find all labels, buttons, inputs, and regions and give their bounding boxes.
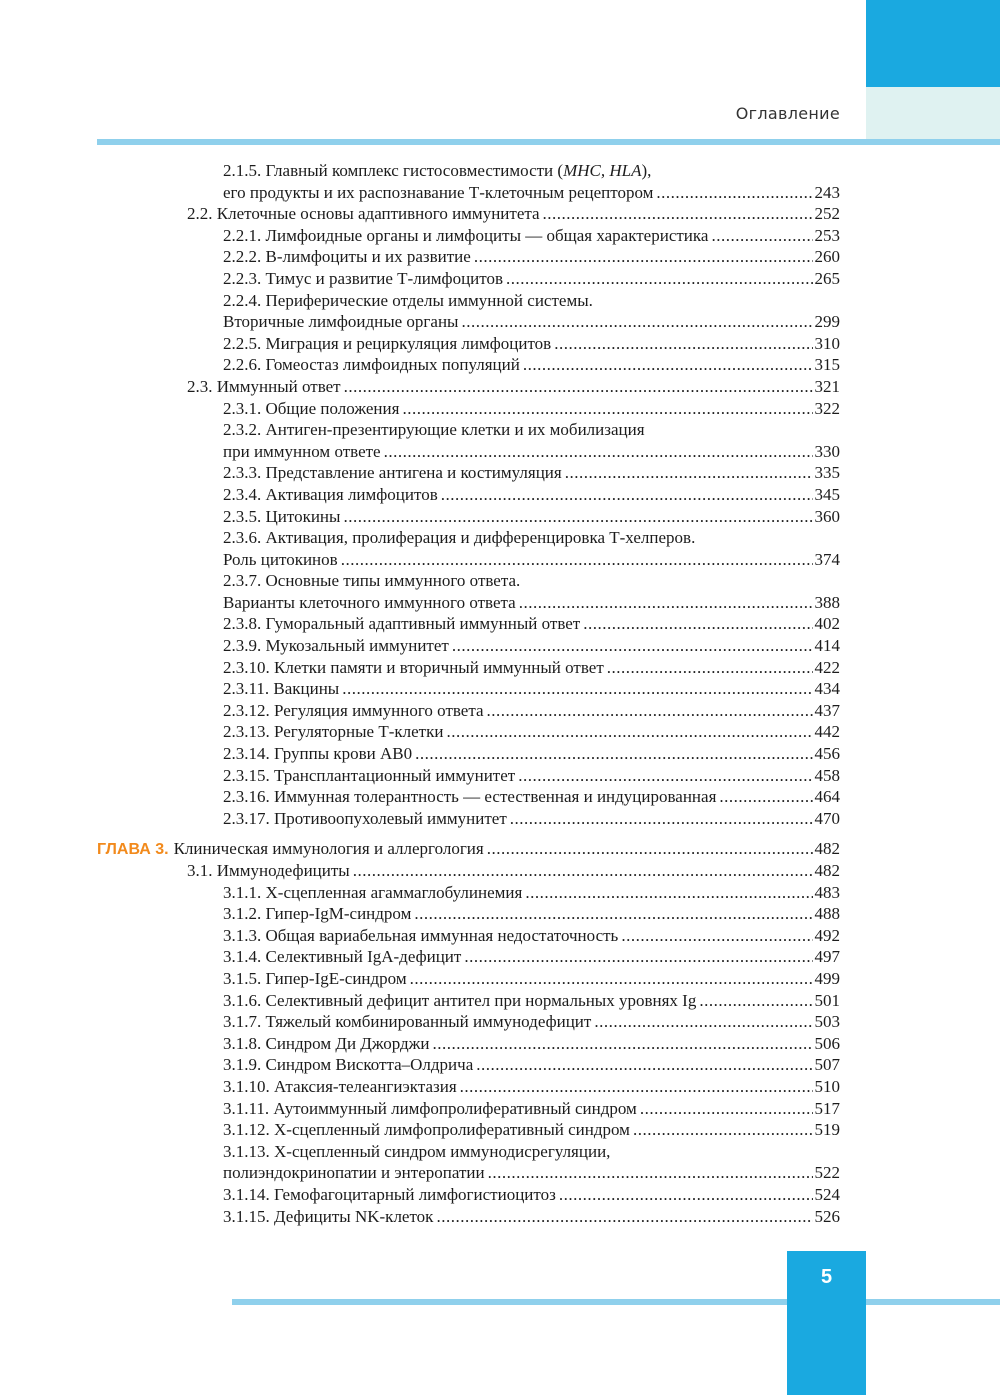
toc-entry-title — [223, 635, 449, 657]
toc-row — [0, 990, 840, 1012]
dot-leader — [410, 968, 813, 990]
toc-entry-title — [223, 657, 604, 679]
toc-entry-title — [223, 570, 520, 592]
toc-entry-title — [223, 419, 645, 441]
toc-entry-text: 2.3.4. Активация лимфоцитов — [223, 484, 438, 504]
chapter-label: ГЛАВА 3. — [97, 841, 169, 859]
toc-row — [0, 1141, 840, 1163]
dot-leader — [519, 592, 813, 614]
toc-row — [0, 860, 840, 882]
toc-entry-title — [223, 678, 339, 700]
toc-entry-text: 3.1.9. Синдром Вискотта–Олдрича — [223, 1055, 474, 1075]
dot-leader — [353, 860, 813, 882]
toc-entry-text: 2.3.15. Трансплантационный иммунитет — [223, 765, 516, 785]
dot-leader — [476, 1054, 812, 1076]
toc-page-number: 519 — [814, 1120, 840, 1140]
toc-row — [0, 1033, 840, 1055]
toc-entry-text: Варианты клеточного иммунного ответа — [223, 592, 516, 612]
toc-page-number: 524 — [814, 1184, 840, 1204]
dot-leader — [633, 1119, 813, 1141]
toc-page-number: 507 — [814, 1055, 840, 1075]
toc-row — [0, 925, 840, 947]
toc-entry-text: 2.2.3. Тимус и развитие Т-лимфоцитов — [223, 268, 503, 288]
dot-leader — [565, 462, 813, 484]
toc-entry-title — [223, 311, 458, 333]
toc-entry-text: 3.1.15. Дефициты NK-клеток — [223, 1206, 434, 1226]
dot-leader — [525, 882, 812, 904]
toc-entry-title — [223, 946, 461, 968]
toc-page-number: 442 — [814, 722, 840, 742]
dot-leader — [640, 1098, 813, 1120]
toc-entry-text: Клиническая иммунология и аллергология — [173, 839, 484, 859]
toc-entry-text: 2.3.9. Мукозальный иммунитет — [223, 636, 449, 656]
top-corner-tab — [866, 0, 1000, 87]
toc-entry-text: 2.2.2. В-лимфоциты и их развитие — [223, 247, 471, 267]
toc-entry-text: 2.3.3. Представление антигена и костимуляция — [223, 463, 562, 483]
dot-leader — [583, 613, 812, 635]
toc-entry-text: 3.1.1. Х-сцепленная агаммаглобулинемия — [223, 882, 523, 902]
toc-row — [0, 398, 840, 420]
toc-page-number: 402 — [814, 614, 840, 634]
toc-page-number: 510 — [814, 1076, 840, 1096]
header-rule — [97, 139, 1000, 145]
toc-page-number: 501 — [814, 990, 840, 1010]
toc-entry-title — [223, 613, 580, 635]
toc-entry-title — [223, 246, 471, 268]
toc-entry-text: 2.3.2. Антиген-презентирующие клетки и их мобилизация — [223, 420, 645, 440]
toc-entry-text: 2.3.5. Цитокины — [223, 506, 341, 526]
toc-page-number: 517 — [814, 1098, 840, 1118]
dot-leader — [343, 506, 812, 528]
toc-entry-title — [223, 441, 381, 463]
toc-row — [0, 333, 840, 355]
toc-row — [0, 678, 840, 700]
toc-row — [0, 1098, 840, 1120]
toc-page-number: 414 — [814, 636, 840, 656]
toc-row — [0, 506, 840, 528]
toc-entry-title — [223, 1206, 433, 1228]
toc-page-number: 321 — [814, 376, 840, 396]
toc-entry-text: 2.2.6. Гомеостаз лимфоидных популяций — [223, 355, 520, 375]
dot-leader — [342, 678, 812, 700]
toc-row — [0, 268, 840, 290]
toc-page-number: 437 — [814, 700, 840, 720]
toc-entry-title — [223, 484, 438, 506]
toc-row — [0, 1184, 840, 1206]
toc-page-number: 422 — [814, 657, 840, 677]
dot-leader — [711, 225, 812, 247]
dot-leader — [543, 203, 813, 225]
toc-page-number: 458 — [814, 765, 840, 785]
toc-entry-text: 3.1.2. Гипер-IgM-синдром — [223, 904, 412, 924]
toc-entry-title — [223, 721, 443, 743]
toc-entry-title — [223, 925, 618, 947]
toc-entry-text: 3.1.5. Гипер-IgE-синдром — [223, 968, 407, 988]
toc-entry-text: 2.2.5. Миграция и рециркуляция лимфоцитов — [223, 333, 552, 353]
dot-leader — [414, 903, 812, 925]
toc-entry-title — [223, 1141, 610, 1163]
toc-entry-title — [223, 765, 515, 787]
toc-row — [0, 1011, 840, 1033]
dot-leader — [441, 484, 813, 506]
dot-leader — [621, 925, 812, 947]
toc-entry-title — [223, 182, 653, 204]
toc-page-number: 522 — [814, 1163, 840, 1183]
toc-row — [0, 290, 840, 312]
toc-row — [0, 246, 840, 268]
toc-row — [0, 635, 840, 657]
toc-entry-text: полиэндокринопатии и энтеропатии — [223, 1163, 485, 1183]
toc-entry-title — [223, 225, 708, 247]
toc-entry-text: 3.1.10. Атаксия-телеангиэктазия — [223, 1076, 457, 1096]
toc-entry-title — [223, 506, 340, 528]
toc-page-number: 483 — [814, 882, 840, 902]
running-head: Оглавление — [735, 104, 840, 123]
dot-leader — [436, 1206, 812, 1228]
dot-leader — [433, 1033, 813, 1055]
toc-entry-text: 2.3.13. Регуляторные Т-клетки — [223, 722, 444, 742]
toc-entry-text: 3.1.14. Гемофагоцитарный лимфогистиоцитоз — [223, 1184, 556, 1204]
toc-row — [0, 462, 840, 484]
toc-row — [0, 376, 840, 398]
toc-entry-title — [223, 882, 522, 904]
toc-row — [0, 549, 840, 571]
toc-page-number: 253 — [814, 225, 840, 245]
toc-entry-title — [223, 290, 593, 312]
toc-entry-text: 2.3.14. Группы крови АВ0 — [223, 744, 413, 764]
toc-page-number: 388 — [814, 592, 840, 612]
toc-entry-text: 2.3.11. Вакцины — [223, 679, 340, 699]
toc-entry-title — [223, 354, 520, 376]
toc-entry-text: 3.1.13. Х-сцепленный синдром иммунодисрегуляции, — [223, 1141, 611, 1161]
footer-rule — [232, 1299, 1000, 1305]
toc-entry-text: 2.2. Клеточные основы адаптивного иммунитета — [187, 204, 540, 224]
toc-entry-text: при иммунном ответе — [223, 441, 381, 461]
toc-page-number: 456 — [814, 744, 840, 764]
toc-page-number: 488 — [814, 904, 840, 924]
toc-entry-title — [223, 1184, 556, 1206]
toc-entry-title — [223, 1162, 485, 1184]
toc-row — [0, 160, 840, 182]
toc-entry-text: Роль цитокинов — [223, 549, 338, 569]
toc-row — [0, 441, 840, 463]
toc-page-number: 482 — [814, 839, 840, 859]
toc-row — [0, 700, 840, 722]
toc-row — [0, 1076, 840, 1098]
toc-entry-title — [223, 1033, 430, 1055]
toc-row — [0, 311, 840, 333]
dot-leader — [506, 268, 813, 290]
toc-entry-text: 2.3.6. Активация, пролиферация и дифференцировка Т-хелперов. — [223, 528, 696, 548]
dot-leader — [461, 311, 812, 333]
toc-row — [0, 527, 840, 549]
bottom-tab — [787, 1303, 866, 1395]
toc-page-number: 315 — [814, 355, 840, 375]
dot-leader — [518, 765, 812, 787]
toc-page-number: 506 — [814, 1033, 840, 1053]
toc-row — [0, 1119, 840, 1141]
toc-entry-title — [223, 160, 651, 182]
dot-leader — [607, 657, 813, 679]
dot-leader — [510, 808, 813, 830]
toc-row — [0, 570, 840, 592]
toc-row — [0, 225, 840, 247]
dot-leader — [452, 635, 813, 657]
toc-entry-title — [223, 700, 484, 722]
toc-entry-text: 3.1.8. Синдром Ди Джорджи — [223, 1033, 430, 1053]
toc-entry-title — [223, 1098, 637, 1120]
table-of-contents — [0, 160, 840, 1227]
toc-entry-title — [223, 549, 338, 571]
toc-entry-title — [223, 786, 716, 808]
toc-page-number: 322 — [814, 398, 840, 418]
toc-page-number: 335 — [814, 463, 840, 483]
toc-entry-title — [223, 462, 562, 484]
toc-entry-title — [187, 376, 341, 398]
toc-row — [0, 203, 840, 225]
toc-entry-title — [223, 743, 412, 765]
toc-row — [0, 743, 840, 765]
toc-row — [0, 1054, 840, 1076]
toc-chapter-row — [0, 838, 840, 860]
toc-page-number: 497 — [814, 947, 840, 967]
toc-page-number: 345 — [814, 484, 840, 504]
toc-page-number: 299 — [814, 312, 840, 332]
dot-leader — [656, 182, 812, 204]
toc-row — [0, 419, 840, 441]
toc-row — [0, 1162, 840, 1184]
toc-entry-text: 3.1.3. Общая вариабельная иммунная недостаточность — [223, 925, 619, 945]
toc-entry-title — [223, 398, 399, 420]
dot-leader — [488, 1162, 813, 1184]
dot-leader — [344, 376, 813, 398]
toc-entry-title — [223, 968, 407, 990]
dot-leader — [341, 549, 813, 571]
toc-entry-text: 2.3.8. Гуморальный адаптивный иммунный ответ — [223, 614, 581, 634]
toc-entry-text: его продукты и их распознавание Т-клеточным рецептором — [223, 182, 654, 202]
toc-page-number: 503 — [814, 1012, 840, 1032]
toc-entry-title — [223, 592, 516, 614]
toc-entry-text: 2.3.1. Общие положения — [223, 398, 400, 418]
toc-entry-title — [223, 1119, 630, 1141]
toc-row — [0, 721, 840, 743]
toc-entry-text: 2.3. Иммунный ответ — [187, 376, 341, 396]
dot-leader — [699, 990, 812, 1012]
toc-entry-title — [223, 333, 551, 355]
toc-row — [0, 613, 840, 635]
toc-row — [0, 808, 840, 830]
dot-leader — [415, 743, 812, 765]
toc-entry-text: 2.2.1. Лимфоидные органы и лимфоциты — общая характеристика — [223, 225, 709, 245]
toc-entry-text: 2.3.16. Иммунная толерантность — естественная и индуцированная — [223, 787, 717, 807]
toc-entry-text: 3.1.12. Х-сцепленный лимфопролиферативный синдром — [223, 1120, 630, 1140]
dot-leader — [719, 786, 812, 808]
dot-leader — [402, 398, 812, 420]
toc-page-number: 526 — [814, 1206, 840, 1226]
toc-entry-text: 3.1.7. Тяжелый комбинированный иммунодефицит — [223, 1012, 592, 1032]
toc-row — [0, 484, 840, 506]
toc-entry-title — [187, 860, 350, 882]
toc-row — [0, 765, 840, 787]
dot-leader — [487, 700, 813, 722]
toc-row — [0, 903, 840, 925]
toc-row — [0, 182, 840, 204]
toc-page-number: 360 — [814, 506, 840, 526]
toc-page-number: 252 — [814, 204, 840, 224]
dot-leader — [474, 246, 813, 268]
toc-page-number: 482 — [814, 861, 840, 880]
toc-page-number: 434 — [814, 679, 840, 699]
toc-entry-text: 3.1.4. Селективный IgA-дефицит — [223, 947, 462, 967]
toc-entry-text: 2.3.12. Регуляция иммунного ответа — [223, 700, 484, 720]
toc-entry-text: 2.3.10. Клетки памяти и вторичный иммунный ответ — [223, 657, 604, 677]
toc-page-number: 260 — [814, 247, 840, 267]
toc-page-number: 374 — [814, 549, 840, 569]
toc-entry-text: 3.1.6. Селективный дефицит антител при нормальных уровнях Ig — [223, 990, 697, 1010]
toc-entry-title — [223, 1011, 591, 1033]
header-tab-band — [866, 87, 1000, 142]
toc-entry-title — [223, 808, 507, 830]
toc-entry-text: 3.1.11. Аутоиммунный лимфопролиферативный синдром — [223, 1098, 637, 1118]
toc-entry-title — [223, 903, 411, 925]
toc-entry-text: 2.1.5. Главный комплекс гистосовместимости (MHC, HLA), — [223, 161, 652, 180]
toc-row — [0, 657, 840, 679]
dot-leader — [554, 333, 812, 355]
toc-entry-title — [223, 1076, 457, 1098]
toc-row — [0, 968, 840, 990]
dot-leader — [446, 721, 812, 743]
toc-row — [0, 1206, 840, 1228]
toc-entry-title — [187, 203, 540, 225]
toc-row — [0, 592, 840, 614]
toc-row — [0, 882, 840, 904]
toc-entry-text: 3.1. Иммунодефициты — [187, 861, 350, 880]
toc-entry-title — [223, 268, 503, 290]
dot-leader — [460, 1076, 813, 1098]
toc-entry-text: Вторичные лимфоидные органы — [223, 312, 459, 332]
toc-page-number: 310 — [814, 333, 840, 353]
toc-page-number: 265 — [814, 268, 840, 288]
toc-page-number: 470 — [814, 808, 840, 828]
toc-entry-text: 2.3.7. Основные типы иммунного ответа. — [223, 571, 521, 591]
toc-entry-text: 2.3.17. Противоопухолевый иммунитет — [223, 808, 507, 828]
dot-leader — [559, 1184, 813, 1206]
toc-entry-title — [97, 838, 484, 861]
toc-row — [0, 946, 840, 968]
dot-leader — [523, 354, 813, 376]
toc-page-number: 330 — [814, 441, 840, 461]
toc-row — [0, 786, 840, 808]
toc-entry-title — [223, 527, 695, 549]
page-number: 5 — [787, 1251, 866, 1303]
toc-entry-text: 2.2.4. Периферические отделы иммунной системы. — [223, 290, 593, 310]
dot-leader — [464, 946, 812, 968]
dot-leader — [594, 1011, 812, 1033]
dot-leader — [487, 838, 813, 860]
dot-leader — [384, 441, 813, 463]
toc-page-number: 243 — [814, 182, 840, 202]
toc-page-number: 492 — [814, 925, 840, 945]
toc-entry-title — [223, 1054, 473, 1076]
toc-page-number: 464 — [814, 787, 840, 807]
toc-entry-title — [223, 990, 696, 1012]
toc-page-number: 499 — [814, 968, 840, 988]
toc-row — [0, 354, 840, 376]
